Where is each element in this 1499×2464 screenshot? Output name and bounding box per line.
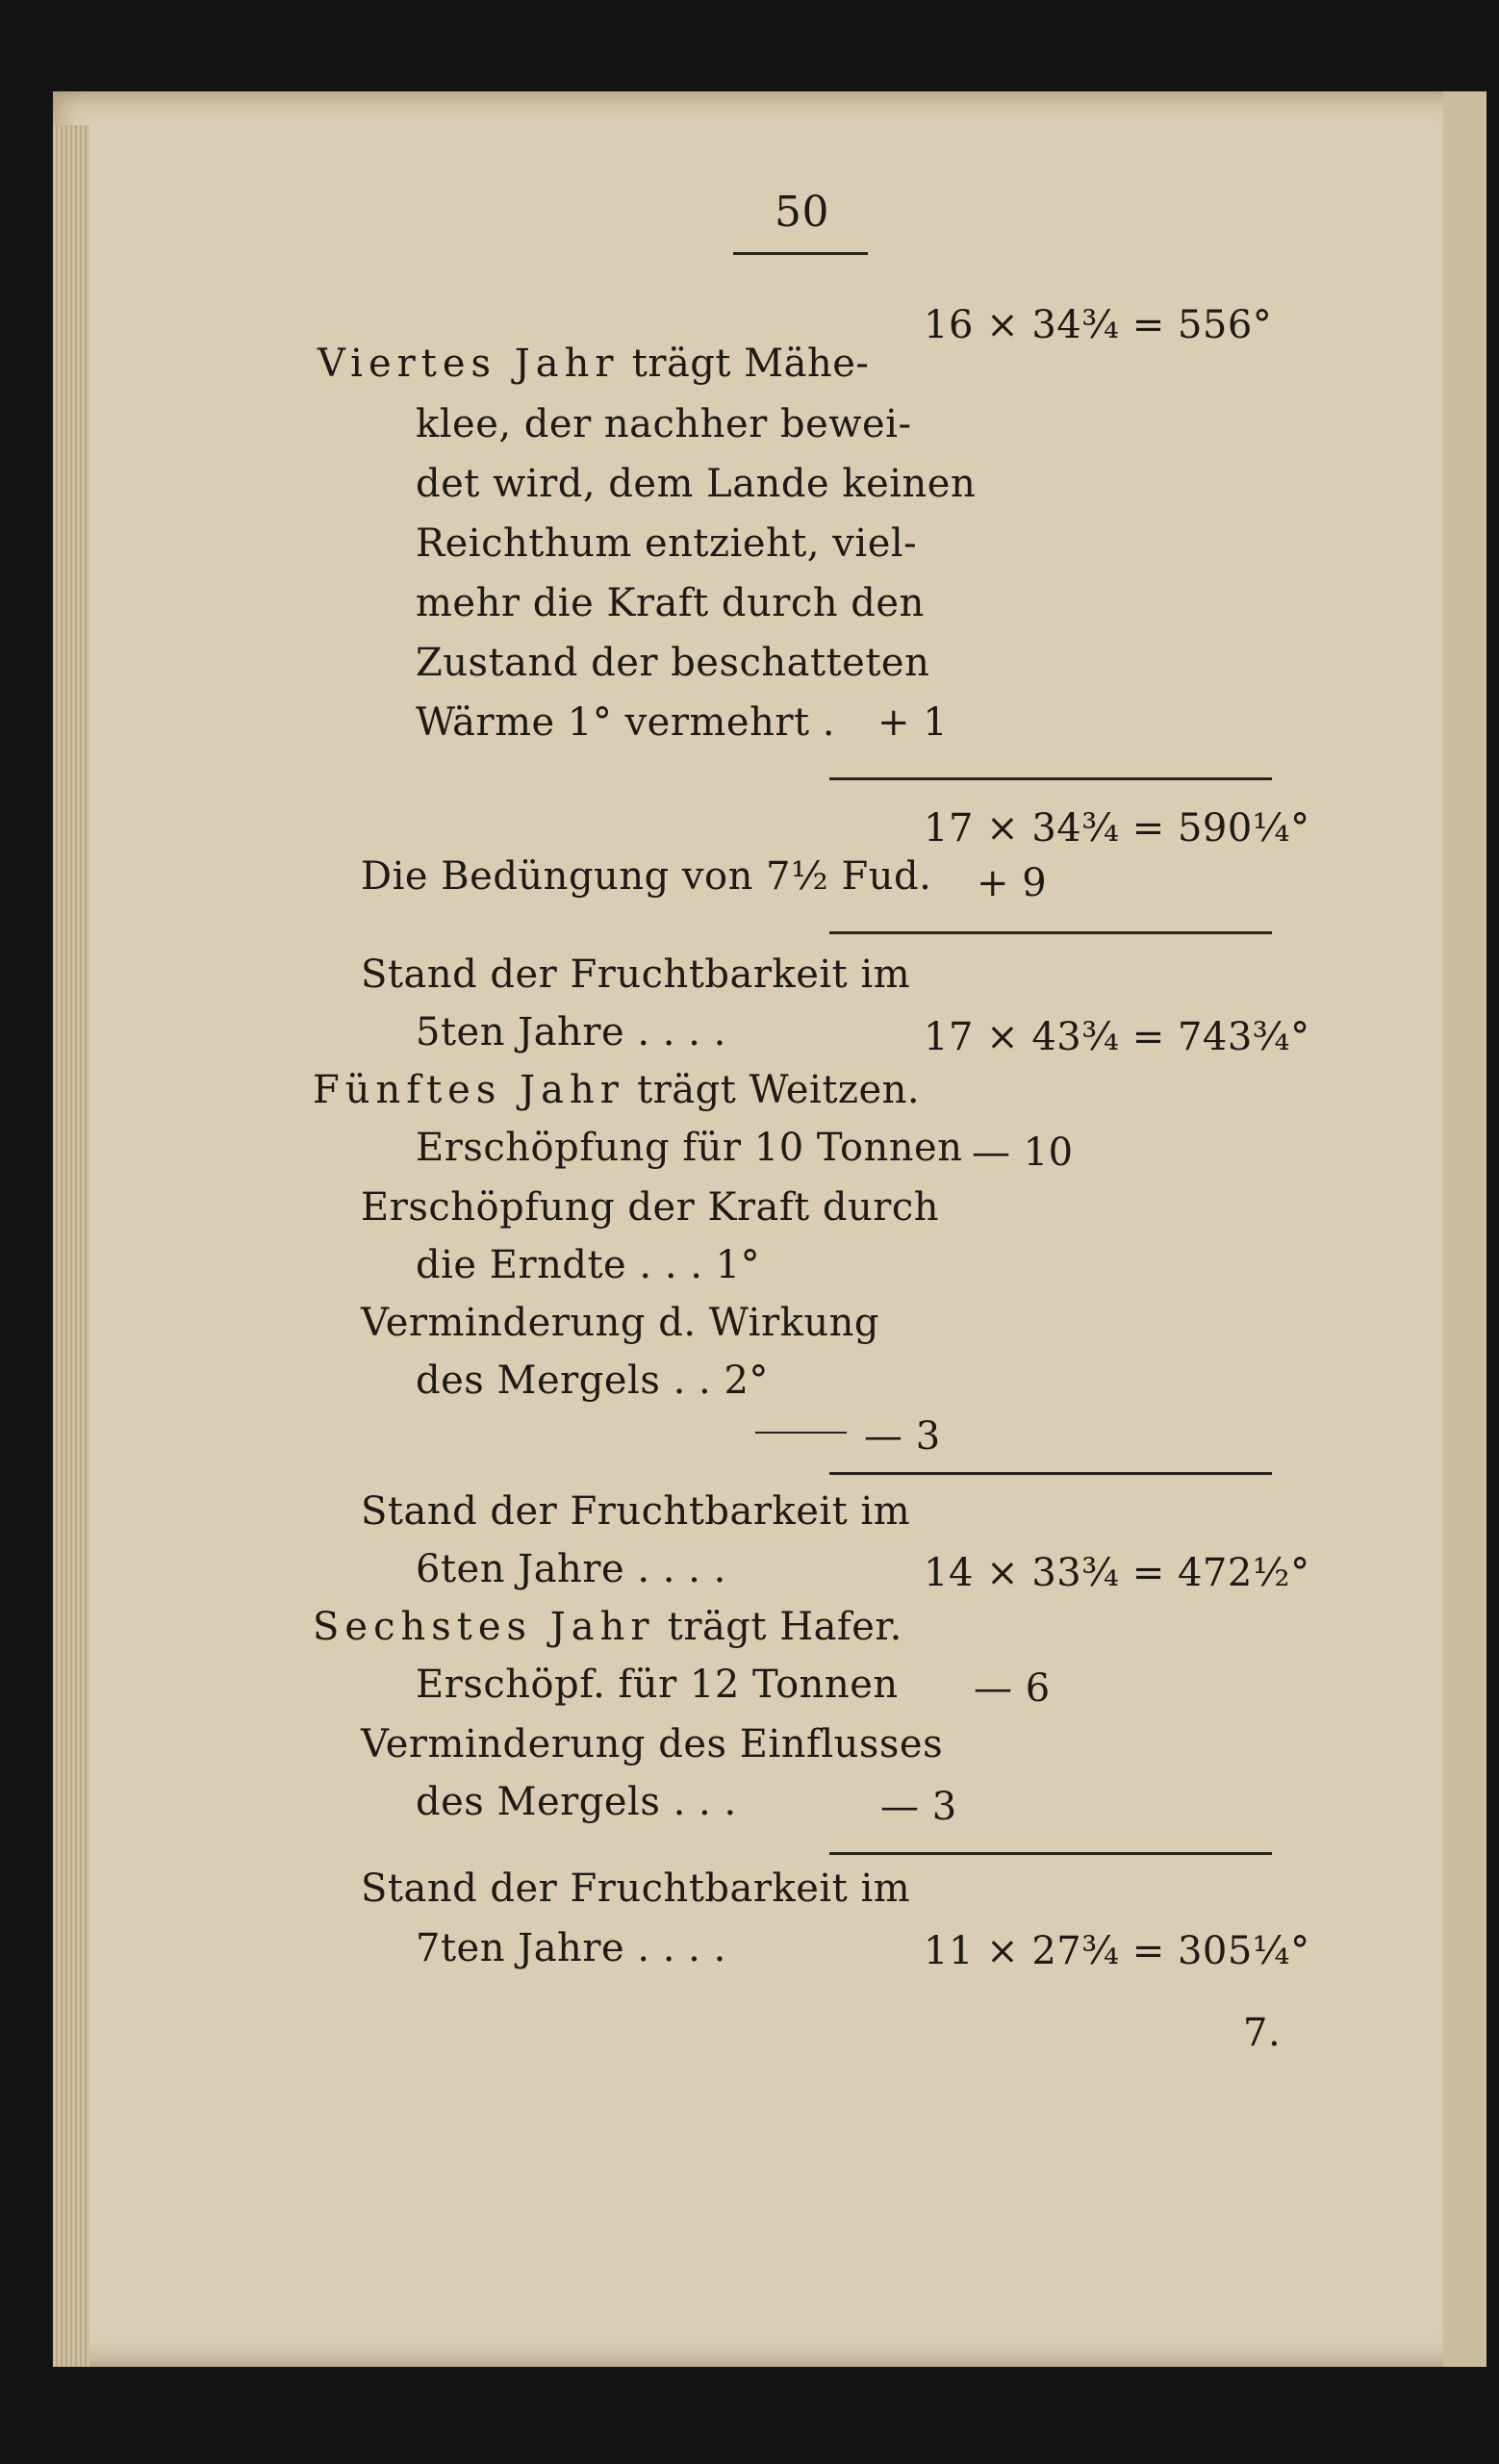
page-number-rule: [733, 252, 868, 255]
stand5-line-a: Stand der Fruchtbarkeit im: [361, 953, 911, 997]
year4-title: Viertes Jahr: [318, 342, 620, 386]
subtotal-rule: [755, 1432, 847, 1434]
year6-heading: [313, 1605, 902, 1649]
year5-title: Fünftes Jahr: [313, 1068, 624, 1112]
calc-year4: 16 × 34¾ = 556°: [924, 303, 1273, 347]
sum-rule-1: [829, 777, 1272, 780]
year4-line-5: Zustand der beschatteten: [416, 641, 930, 685]
year4-line-0: trägt Mähe-: [631, 342, 870, 386]
calc-stand7: 11 × 27¾ = 305¼°: [924, 1929, 1310, 1973]
verminderung-a: Verminderung d. Wirkung: [361, 1301, 879, 1345]
bedungung: Die Bedüngung von 7½ Fud.: [361, 854, 932, 899]
calc-minus-3-a: — 3: [864, 1414, 941, 1459]
year4-line-3: Reichthum entzieht, viel-: [416, 521, 918, 566]
year6-rest: trägt Hafer.: [667, 1605, 902, 1649]
year4-heading: [318, 342, 869, 386]
sum-rule-4: [829, 1852, 1272, 1855]
calc-minus-6: — 6: [974, 1666, 1051, 1711]
einfluss-a: Verminderung des Einflusses: [361, 1722, 944, 1766]
erschoepf-12: Erschöpf. für 12 Tonnen: [416, 1663, 899, 1707]
facing-page-edge: [1443, 91, 1486, 2367]
calc-stand6: 14 × 33¾ = 472½°: [924, 1551, 1310, 1595]
page-edge: [53, 125, 89, 2367]
stand7-line-b: 7ten Jahre . . . .: [416, 1926, 726, 1970]
erschoepfung-kraft: Erschöpfung der Kraft durch: [361, 1185, 940, 1230]
year4-line-2: det wird, dem Lande keinen: [416, 462, 977, 506]
stand6-line-b: 6ten Jahre . . . .: [416, 1547, 726, 1591]
year4-line-1: klee, der nachher bewei-: [416, 402, 912, 446]
sum-rule-2: [829, 931, 1272, 934]
stand7-line-a: Stand der Fruchtbarkeit im: [361, 1867, 911, 1911]
year6-title: Sechstes Jahr: [313, 1605, 655, 1649]
ernte: die Erndte . . . 1°: [416, 1243, 761, 1287]
year5-heading: [313, 1068, 920, 1112]
einfluss-b: des Mergels . . .: [416, 1780, 737, 1824]
verminderung-b: des Mergels . . 2°: [416, 1359, 769, 1403]
calc-plus-1: + 1: [877, 700, 949, 745]
calc-minus-3-b: — 3: [880, 1785, 957, 1829]
year4-line-6: Wärme 1° vermehrt .: [416, 700, 835, 745]
calc-plus-9: + 9: [977, 861, 1048, 905]
catchword: 7.: [1243, 2011, 1282, 2055]
calc-after-year4: 17 × 34¾ = 590¼°: [924, 806, 1310, 851]
calc-stand5: 17 × 43¾ = 743¾°: [924, 1015, 1310, 1059]
sum-rule-3: [829, 1472, 1272, 1475]
erschoepfung-10: Erschöpfung für 10 Tonnen: [416, 1126, 963, 1170]
year4-line-4: mehr die Kraft durch den: [416, 581, 925, 625]
stand6-line-a: Stand der Fruchtbarkeit im: [361, 1489, 911, 1534]
page-number: 50: [775, 188, 829, 237]
year5-rest: trägt Weitzen.: [637, 1068, 921, 1112]
calc-minus-10: — 10: [972, 1130, 1074, 1175]
stand5-line-b: 5ten Jahre . . . .: [416, 1010, 726, 1054]
